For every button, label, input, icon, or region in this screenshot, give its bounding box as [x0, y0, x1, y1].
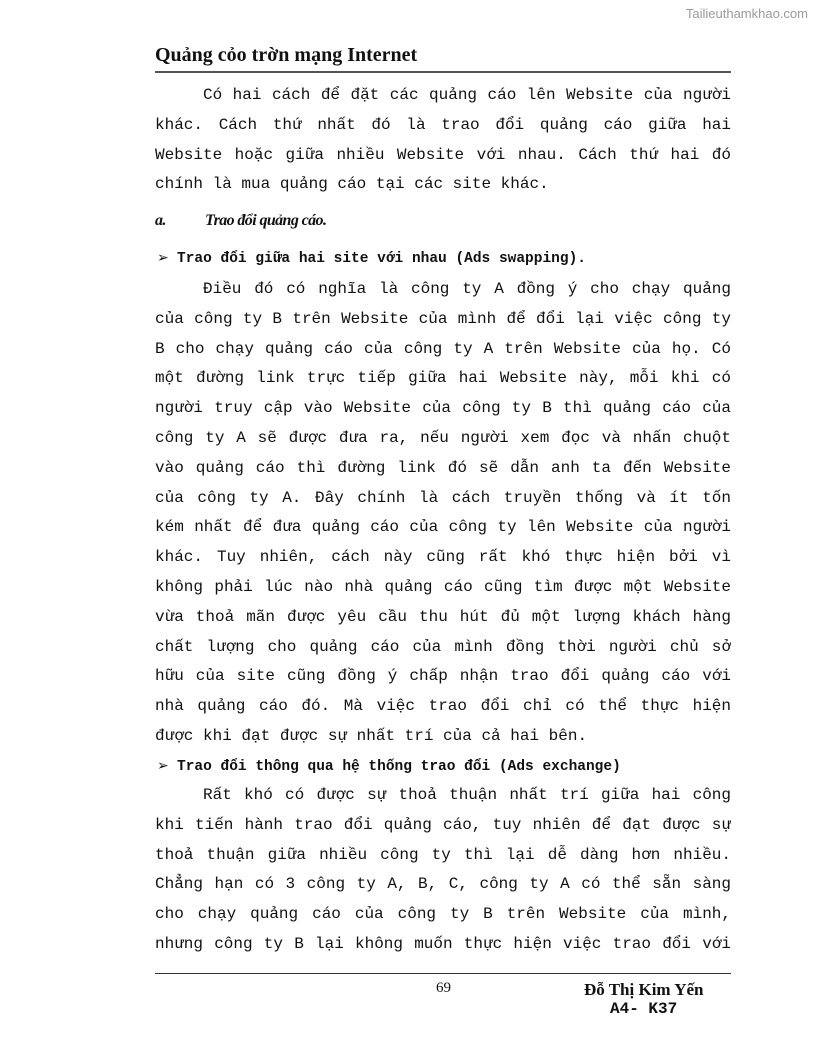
text-line: nhưng công ty B lại không muốn thực hiện việc trao đổi với — [155, 934, 731, 953]
text-line: kém nhất để đưa quảng cáo của công ty lên Website của người — [155, 518, 731, 537]
text-line: người truy cập vào Website của công ty B thì quảng cáo của — [155, 399, 731, 418]
bullet-ads-swapping — [157, 250, 586, 267]
text-line: chính là mua quảng cáo tại các site khác. — [155, 175, 549, 194]
text-line: nhà quảng cáo đó. Mà việc trao đổi chỉ có thể thực hiện — [155, 697, 731, 716]
bullet-text: Trao đổi thông qua hệ thống trao đổi (Ads exchange) — [177, 759, 621, 775]
text-line: khi tiến hành trao đổi quảng cáo, tuy nhiên để đạt được sự — [155, 815, 731, 834]
text-line: hữu của site cũng đồng ý chấp nhận trao đổi quảng cáo với — [155, 667, 731, 686]
text-line: khác. Cách thứ nhất đó là trao đổi quảng cáo giữa hai — [155, 115, 731, 134]
text-line: Website hoặc giữa nhiều Website với nhau. Cách thứ hai đó — [155, 145, 731, 164]
text-line: B cho chạy quảng cáo của công ty A trên Website của họ. Có — [155, 339, 731, 358]
text-line: cho chạy quảng cáo của công ty B trên Website của mình, — [155, 905, 731, 924]
text-line: thoả thuận giữa nhiều công ty thì lại dễ dàng hơn nhiều. — [155, 845, 731, 864]
bullet-text: Trao đổi giữa hai site với nhau (Ads swapping). — [177, 251, 586, 267]
arrow-bullet-icon: ➢ — [157, 758, 169, 774]
text-line: Điều đó có nghĩa là công ty A đồng ý cho chạy quảng — [203, 280, 731, 298]
text-line: chất lượng cho quảng cáo của mình đồng thời người chủ sở — [155, 637, 731, 656]
page-header-title: Quảng cỏo trờn mạng Internet — [155, 44, 418, 66]
text-line: Chẳng hạn có 3 công ty A, B, C, công ty A có thể sẵn sàng — [155, 875, 731, 894]
section-heading — [155, 212, 326, 230]
swapping-paragraph — [155, 275, 731, 752]
section-title: Trao đổi quảng cáo. — [205, 212, 327, 229]
footer-class: A4- K37 — [610, 1000, 678, 1018]
header-rule — [155, 71, 731, 73]
text-line: của công ty A. Đây chính là cách truyền thống và ít tốn — [155, 488, 731, 507]
text-line: không phải lúc nào nhà quảng cáo cũng tìm được một Website — [155, 577, 731, 596]
footer-rule — [155, 973, 731, 974]
watermark: Tailieuthamkhao.com — [685, 6, 808, 21]
footer-author: Đỗ Thị Kim Yến — [584, 980, 704, 999]
text-line: Rất khó có được sự thoả thuận nhất trí giữa hai công — [203, 786, 731, 804]
bullet-ads-exchange — [157, 758, 621, 775]
exchange-paragraph — [155, 781, 731, 960]
text-line: Có hai cách để đặt các quảng cáo lên Website của người — [203, 86, 731, 104]
text-line: của công ty B trên Website của mình để đổi lại việc công ty — [155, 309, 731, 328]
text-line: vừa thoả mãn được yêu cầu thu hút đủ một lượng khách hàng — [155, 607, 731, 626]
arrow-bullet-icon: ➢ — [157, 250, 169, 266]
section-label: a. — [155, 212, 166, 229]
text-line: vào quảng cáo thì đường link đó sẽ dẫn anh ta đến Website — [155, 458, 731, 477]
text-line: một đường link trực tiếp giữa hai Website này, mỗi khi có — [155, 369, 731, 388]
intro-paragraph — [155, 81, 731, 200]
text-line: khác. Tuy nhiên, cách này cũng rất khó thực hiện bởi vì — [155, 548, 731, 567]
text-line: được khi đạt được sự nhất trí của cả hai bên. — [155, 726, 588, 745]
text-line: công ty A sẽ được đưa ra, nếu người xem đọc và nhấn chuột — [155, 428, 731, 447]
page-number: 69 — [436, 980, 451, 996]
